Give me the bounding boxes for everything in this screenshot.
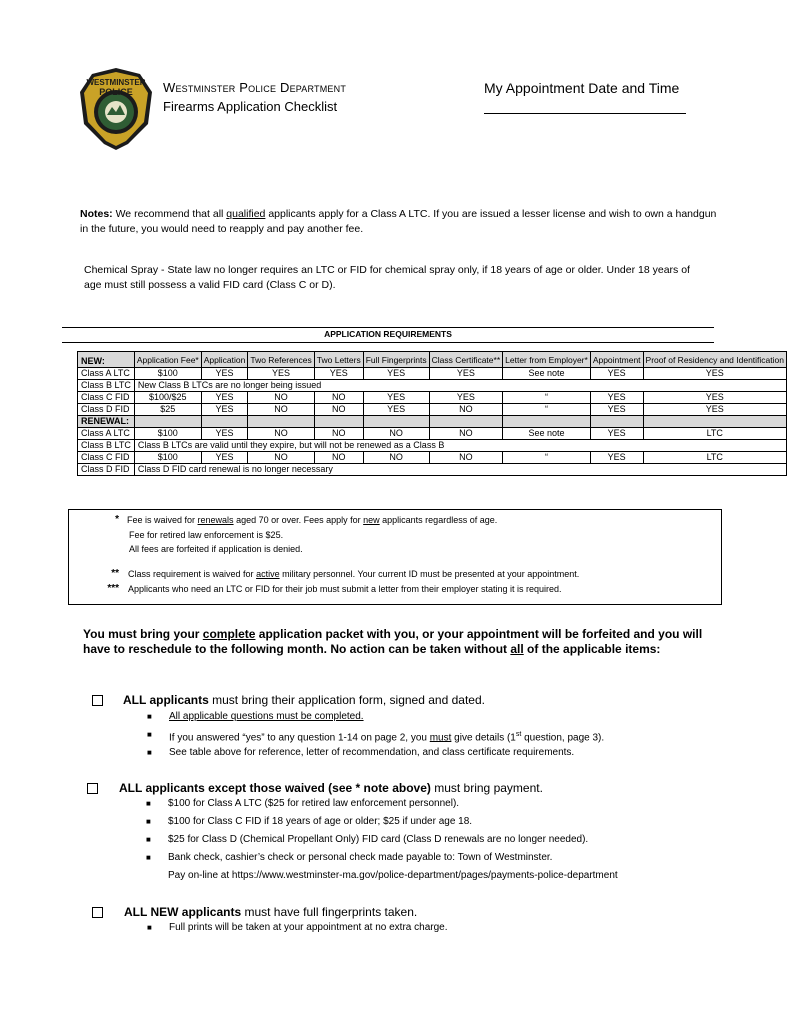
appointment-blank-line[interactable] — [484, 113, 686, 114]
footnote-2: Class requirement is waived for active military personnel. Your current ID must be presented at your appointment. — [128, 569, 580, 579]
table-cell: “ — [503, 392, 591, 404]
row-label: Class C FID — [78, 452, 135, 464]
table-cell: YES — [314, 368, 363, 380]
table-cell: $100 — [134, 428, 201, 440]
table-cell: YES — [248, 368, 314, 380]
table-cell: NO — [248, 452, 314, 464]
table-cell: YES — [590, 428, 643, 440]
table-row — [78, 368, 787, 380]
section-title: ALL applicants except those waived (see * note above) must bring payment. — [119, 781, 543, 795]
row-label: Class A LTC — [78, 368, 135, 380]
table-cell: YES — [429, 368, 503, 380]
table-span-cell: Class B LTCs are valid until they expire, but will not be renewed as a Class B — [134, 440, 786, 452]
table-cell: YES — [363, 404, 429, 416]
table-cell: NO — [363, 428, 429, 440]
table-span-cell: New Class B LTCs are no longer being issued — [134, 380, 786, 392]
table-header-row — [78, 352, 787, 368]
divider-top — [62, 327, 714, 328]
table-cell: YES — [201, 452, 248, 464]
table-cell: LTC — [643, 452, 786, 464]
table-cell: $100 — [134, 452, 201, 464]
table-cell: YES — [590, 368, 643, 380]
svg-text:WESTMINSTER: WESTMINSTER — [86, 78, 146, 87]
footnote-box — [68, 509, 722, 605]
table-cell: YES — [201, 392, 248, 404]
table-cell: NO — [248, 404, 314, 416]
table-cell: NO — [314, 428, 363, 440]
table-cell: YES — [201, 428, 248, 440]
table-cell: YES — [643, 368, 786, 380]
checklist-title: Firearms Application Checklist — [163, 99, 338, 114]
table-cell: NO — [314, 404, 363, 416]
col-header: Appointment — [590, 352, 643, 368]
col-header: Class Certificate** — [429, 352, 503, 368]
requirements-table — [77, 351, 787, 476]
table-cell: YES — [363, 368, 429, 380]
table-cell: YES — [363, 392, 429, 404]
list-item: ■ $100 for Class C FID if 18 years of age or older; $25 if under age 18. — [146, 816, 473, 827]
table-cell: NO — [314, 392, 363, 404]
list-item: ■ All applicable questions must be completed. — [147, 711, 364, 722]
bring-packet-warning: You must bring your complete application packet with you, or your appointment will be forfeited and you will have to reschedule to the following month. No action can be taken without all of the applicable items: — [83, 627, 703, 656]
requirements-title: APPLICATION REQUIREMENTS — [324, 329, 452, 339]
col-header: Full Fingerprints — [363, 352, 429, 368]
row-label: Class D FID — [78, 404, 135, 416]
table-row — [78, 380, 787, 392]
col-header: Letter from Employer* — [503, 352, 591, 368]
appointment-label: My Appointment Date and Time — [484, 80, 680, 96]
table-row — [78, 392, 787, 404]
table-cell: YES — [643, 392, 786, 404]
section-title: ALL NEW applicants must have full fingerprints taken. — [124, 905, 418, 919]
police-badge-logo — [78, 66, 154, 152]
row-label: Class B LTC — [78, 380, 135, 392]
footnote-1-line2: Fee for retired law enforcement is $25. — [129, 530, 284, 540]
table-cell: $25 — [134, 404, 201, 416]
row-label: Class D FID — [78, 464, 135, 476]
table-span-cell: Class D FID card renewal is no longer necessary — [134, 464, 786, 476]
department-name: Westminster Police Department — [163, 80, 347, 95]
row-label: Class C FID — [78, 392, 135, 404]
table-row — [78, 440, 787, 452]
table-cell: “ — [503, 404, 591, 416]
table-cell: YES — [590, 404, 643, 416]
table-cell: $100/$25 — [134, 392, 201, 404]
table-cell: See note — [503, 428, 591, 440]
table-cell: YES — [201, 368, 248, 380]
table-cell: NO — [429, 428, 503, 440]
table-cell: LTC — [643, 428, 786, 440]
footnote-1: Fee is waived for renewals aged 70 or over. Fees apply for new applicants regardless of age. — [127, 515, 498, 525]
col-header: Application — [201, 352, 248, 368]
table-row — [78, 404, 787, 416]
table-cell: NO — [363, 452, 429, 464]
divider-bottom — [62, 342, 714, 343]
table-cell: NO — [248, 392, 314, 404]
list-item: ■ If you answered “yes” to any question 1-14 on page 2, you must give details (1st question, page 3). — [147, 730, 605, 744]
table-cell: NO — [429, 404, 503, 416]
notes-paragraph: Notes: We recommend that all qualified applicants apply for a Class A LTC. If you are issued a lesser license and wish to own a handgun in the future, you would need to reapply and pay another fee. — [80, 208, 717, 235]
renewal-section-label: RENEWAL: — [78, 416, 135, 428]
list-item: ■ $100 for Class A LTC ($25 for retired law enforcement personnel). — [146, 798, 460, 809]
footnote-3: Applicants who need an LTC or FID for their job must submit a letter from their employer stating it is required. — [128, 584, 562, 594]
renewal-header-row — [78, 416, 787, 428]
table-cell: NO — [314, 452, 363, 464]
table-cell: YES — [201, 404, 248, 416]
footnote-mark: ** — [111, 568, 119, 579]
table-cell: See note — [503, 368, 591, 380]
footnote-mark: *** — [107, 583, 119, 594]
new-section-label: NEW: — [78, 352, 135, 368]
col-header: Two Letters — [314, 352, 363, 368]
section-title: ALL applicants must bring their application form, signed and dated. — [123, 693, 485, 707]
table-row — [78, 452, 787, 464]
table-row — [78, 428, 787, 440]
list-item: ■ Bank check, cashier’s check or personal check made payable to: Town of Westminster. — [146, 852, 553, 863]
table-cell: NO — [248, 428, 314, 440]
table-cell: $100 — [134, 368, 201, 380]
online-payment-link[interactable]: Pay on-line at https://www.westminster-ma.gov/police-department/pages/payments-police-department — [168, 870, 618, 881]
table-cell: “ — [503, 452, 591, 464]
svg-text:POLICE: POLICE — [99, 87, 133, 97]
chemical-spray-note: Chemical Spray - State law no longer requires an LTC or FID for chemical spray only, if 18 years of age or older. Under 18 years of age must still possess a valid FID card (Class C or D). — [84, 264, 690, 291]
row-label: Class A LTC — [78, 428, 135, 440]
list-item: ■ Full prints will be taken at your appointment at no extra charge. — [147, 922, 448, 933]
footnote-1-line3: All fees are forfeited if application is denied. — [129, 544, 303, 554]
footnote-mark: * — [115, 514, 119, 525]
row-label: Class B LTC — [78, 440, 135, 452]
table-cell: NO — [429, 452, 503, 464]
table-cell: YES — [429, 392, 503, 404]
checkbox-application-form[interactable] — [92, 695, 103, 706]
col-header: Application Fee* — [134, 352, 201, 368]
table-cell: YES — [590, 452, 643, 464]
col-header: Proof of Residency and Identification — [643, 352, 786, 368]
list-item: ■ See table above for reference, letter of recommendation, and class certificate requirements. — [147, 747, 575, 758]
table-cell: YES — [643, 404, 786, 416]
checkbox-payment[interactable] — [87, 783, 98, 794]
table-row — [78, 464, 787, 476]
checkbox-fingerprints[interactable] — [92, 907, 103, 918]
col-header: Two References — [248, 352, 314, 368]
table-cell: YES — [590, 392, 643, 404]
list-item: ■ $25 for Class D (Chemical Propellant Only) FID card (Class D renewals are no longer needed). — [146, 834, 589, 845]
